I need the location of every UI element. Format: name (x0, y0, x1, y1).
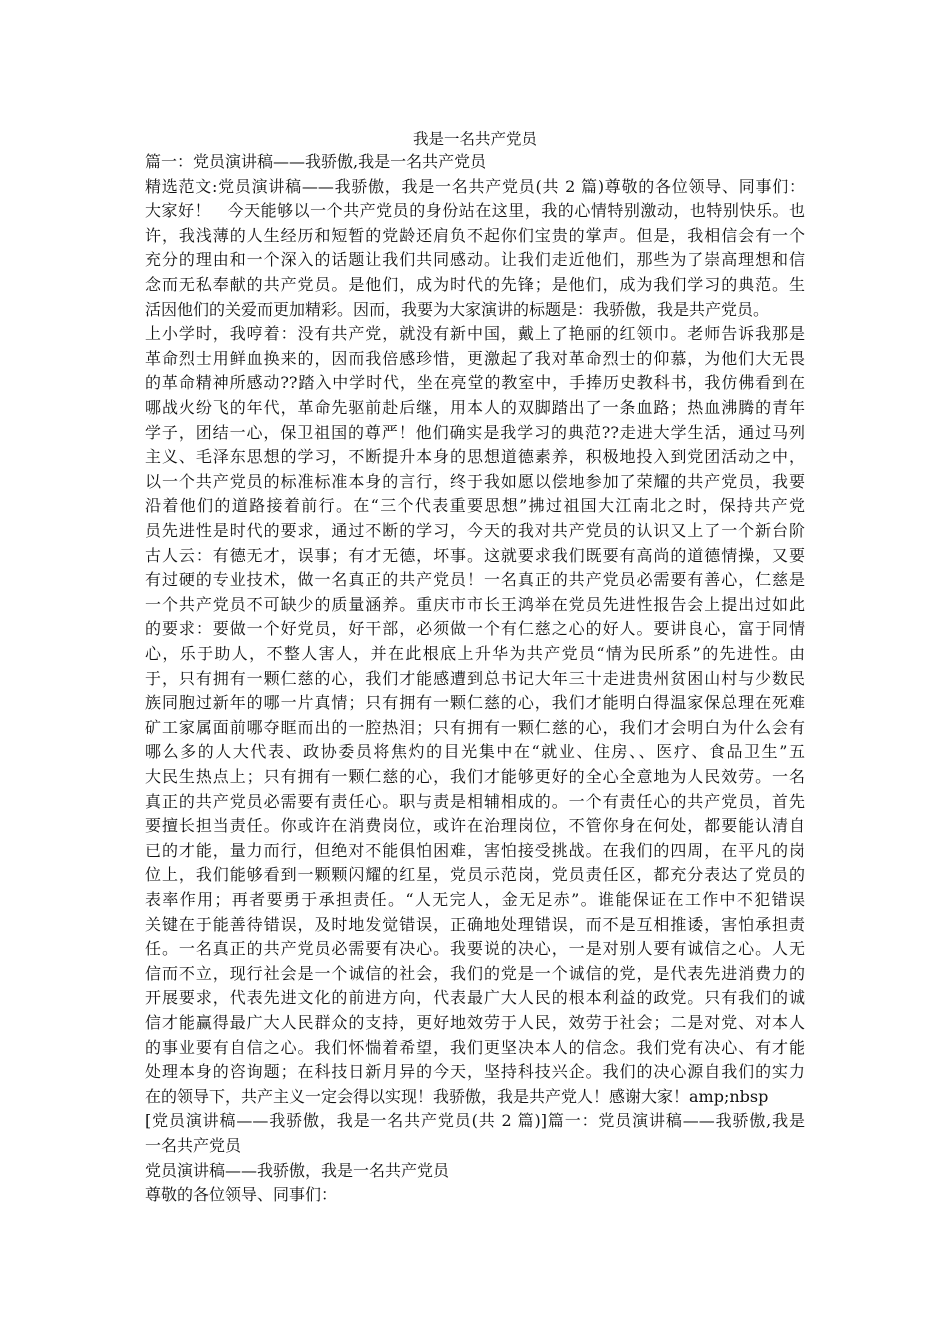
body-line: 古人云：有德无才，误事；有才无德，坏事。这就要求我们既要有高尚的道德情操，又要 (145, 545, 805, 565)
body-line: 开展要求，代表先进文化的前进方向，代表最广大人民的根本利益的政党。只有我们的诚 (145, 988, 805, 1008)
body-line: 篇一：党员演讲稿——我骄傲,我是一名共产党员 (145, 152, 487, 171)
body-line: 信才能赢得最广大人民群众的支持，更好地效劳于人民，效劳于社会；二是对党、对本人 (145, 1013, 805, 1032)
body-line: 上小学时，我哼着：没有共产党，就没有新中国，戴上了艳丽的红领巾。老师告诉我那是 (145, 324, 805, 344)
body-line: [党员演讲稿——我骄傲，我是一名共产党员(共 2 篇)]篇一：党员演讲稿——我骄傲,我是 (145, 1111, 805, 1131)
body-line: 于，只有拥有一颗仁慈的心，我们才能感遭到总书记大年三十走进贵州贫困山村与少数民 (145, 668, 805, 688)
body-line: 一名共产党员 (145, 1136, 242, 1155)
body-line: 许，我浅薄的人生经历和短暂的党龄还肩负不起你们宝贵的掌声。但是，我相信会有一个 (145, 225, 805, 245)
body-line: 矿工家属面前哪夺眶而出的一腔热泪；只有拥有一颗仁慈的心，我们才会明白为什么会有 (145, 717, 805, 737)
body-line: 位上，我们能够看到一颗颗闪耀的红星，党员示范岗，党员责任区，都充分表达了党员的 (145, 865, 805, 885)
body-line: 已的才能，量力而行，但绝对不能俱怕困难，害怕接受挑战。在我们的四周，在平凡的岗 (145, 840, 805, 860)
body-line: 大家好！ 今天能够以一个共产党员的身份站在这里，我的心情特别激动，也特别快乐。也 (145, 201, 805, 221)
body-line: 的事业要有自信之心。我们怀惴着希望，我们更坚决本人的信念。我们党有决心、有才能 (145, 1037, 805, 1057)
body-line: 哪么多的人大代表、政协委员将焦灼的目光集中在“就业、住房、、医疗、食品卫生”五 (145, 742, 805, 762)
body-line: 心，乐于助人，不整人害人，并在此根底上升华为共产党员“情为民所系”的先进性。由 (145, 644, 805, 663)
body-line: 一个共产党员不可缺少的质量涵养。重庆市市长王鸿举在党员先进性报告会上提出过如此 (145, 594, 805, 614)
document-title: 我是一名共产党员 (412, 130, 537, 148)
body-line: 表率作用；再者要勇于承担责任。“人无完人，金无足赤”。谁能保证在工作中不犯错误 (145, 890, 805, 909)
body-line: 革命烈士用鲜血换来的，因而我倍感珍惜，更激起了我对革命烈士的仰慕，为他们大无畏 (145, 348, 805, 368)
body-line: 的革命精神所感动??踏入中学时代，坐在亮堂的教室中，手捧历史教科书，我仿佛看到在 (145, 373, 805, 393)
body-line: 充分的理由和一个深入的话题让我们共同感动。让我们走近他们，那些为了崇高理想和信 (145, 250, 805, 270)
body-line: 哪战火纷飞的年代，革命先驱前赴后继，用本人的双脚踏出了一条血路；热血沸腾的青年 (145, 398, 805, 417)
body-line: 学子，团结一心，保卫祖国的尊严！他们确实是我学习的典范??走进大学生活，通过马列 (145, 422, 805, 442)
body-line: 主义、毛泽东思想的学习，不断提升本身的思想道德素养，积极地投入到党团活动之中， (145, 447, 805, 467)
body-line: 员先进性是时代的要求，通过不断的学习，今天的我对共产党员的认识又上了一个新台阶 (145, 521, 805, 540)
body-line: 信而不立，现行社会是一个诚信的社会，我们的党是一个诚信的党，是代表先进消费力的 (145, 963, 805, 983)
body-line: 精选范文:党员演讲稿——我骄傲，我是一名共产党员(共 2 篇)尊敬的各位领导、同事们： (145, 176, 805, 196)
body-line: 有过硬的专业技术，做一名真正的共产党员！一名真正的共产党员必需要有善心，仁慈是 (145, 570, 805, 590)
body-line: 以一个共产党员的标准标准本身的言行，终于我如愿以偿地参加了荣耀的共产党员，我要 (145, 471, 805, 491)
body-line: 党员演讲稿——我骄傲，我是一名共产党员 (145, 1160, 450, 1180)
body-line: 的要求：要做一个好党员，好干部，必须做一个有仁慈之心的好人。要讲良心，富于同情 (145, 619, 805, 639)
body-line: 任。一名真正的共产党员必需要有决心。我要说的决心，一是对别人要有诚信之心。人无 (145, 939, 805, 959)
body-line: 沿着他们的道路接着前行。在“三个代表重要思想”拂过祖国大江南北之时，保持共产党 (145, 496, 805, 516)
body-line: 关键在于能善待错误，及时地发觉错误，正确地处理错误，而不是互相推诿，害怕承担责 (145, 914, 805, 934)
body-line: 活因他们的关爱而更加精彩。因而，我要为大家演讲的标题是：我骄傲，我是共产党员。 (145, 299, 770, 319)
body-line: 处理本身的咨询题；在科技日新月异的今天，坚持科技兴企。我们的决心源自我们的实力 (145, 1062, 805, 1082)
body-line: 族同胞过新年的哪一片真情；只有拥有一颗仁慈的心，我们才能明白得温家保总理在死难 (145, 693, 805, 713)
body-line: 大民生热点上；只有拥有一颗仁慈的心，我们才能够更好的全心全意地为人民效劳。一名 (145, 767, 805, 786)
body-line: 在的领导下，共产主义一定会得以实现！我骄傲，我是共产党人！感谢大家！amp;nbsp (145, 1086, 769, 1106)
body-line: 要擅长担当责任。你或许在消费岗位，或许在治理岗位，不管你身在何处，都要能认清自 (145, 816, 805, 836)
body-line: 念而无私奉献的共产党员。是他们，成为时代的先锋；是他们，成为我们学习的典范。生 (145, 275, 805, 294)
body-line: 尊敬的各位领导、同事们： (145, 1185, 338, 1205)
body-line: 真正的共产党员必需要有责任心。职与责是相辅相成的。一个有责任心的共产党员，首先 (145, 791, 805, 811)
